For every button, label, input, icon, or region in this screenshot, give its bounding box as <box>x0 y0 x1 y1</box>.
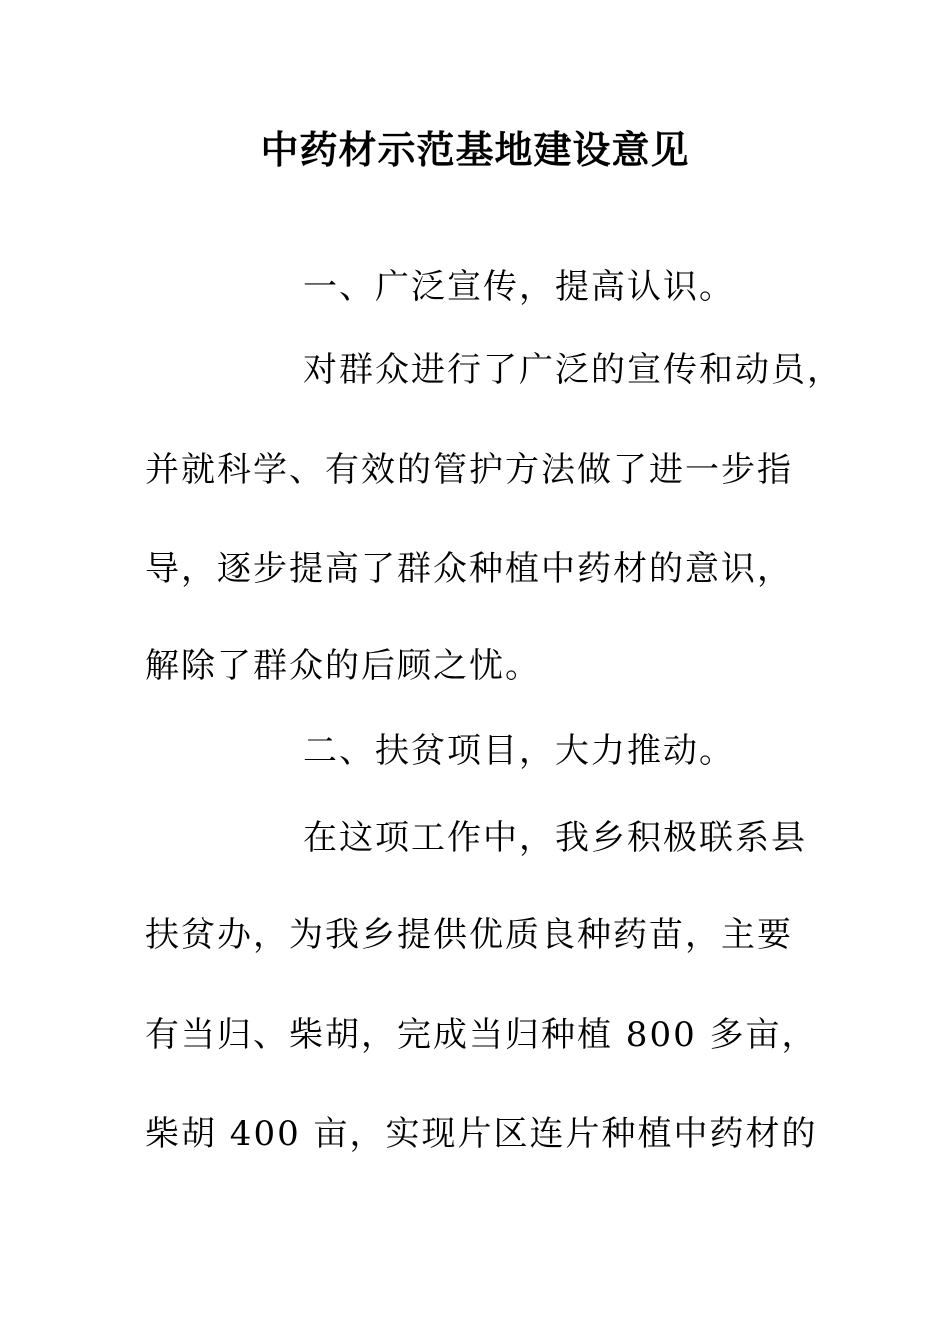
paragraph-line: 并就科学、有效的管护方法做了进一步指 <box>145 450 793 490</box>
paragraph-line: 对群众进行了广泛的宣传和动员， <box>303 350 843 390</box>
paragraph-line: 解除了群众的后顾之忧。 <box>145 646 541 686</box>
section-heading-2: 二、扶贫项目，大力推动。 <box>303 731 735 771</box>
paragraph-line: 在这项工作中，我乡积极联系县 <box>303 818 807 858</box>
paragraph-line: 导，逐步提高了群众种植中药材的意识， <box>145 549 793 589</box>
paragraph-line: 有当归、柴胡，完成当归种植 800 多亩， <box>145 1015 818 1055</box>
section-heading-1: 一、广泛宣传，提高认识。 <box>303 267 735 307</box>
document-title: 中药材示范基地建设意见 <box>260 127 690 172</box>
paragraph-line: 扶贫办，为我乡提供优质良种药苗，主要 <box>145 915 793 955</box>
paragraph-line: 柴胡 400 亩，实现片区连片种植中药材的 <box>145 1114 818 1154</box>
